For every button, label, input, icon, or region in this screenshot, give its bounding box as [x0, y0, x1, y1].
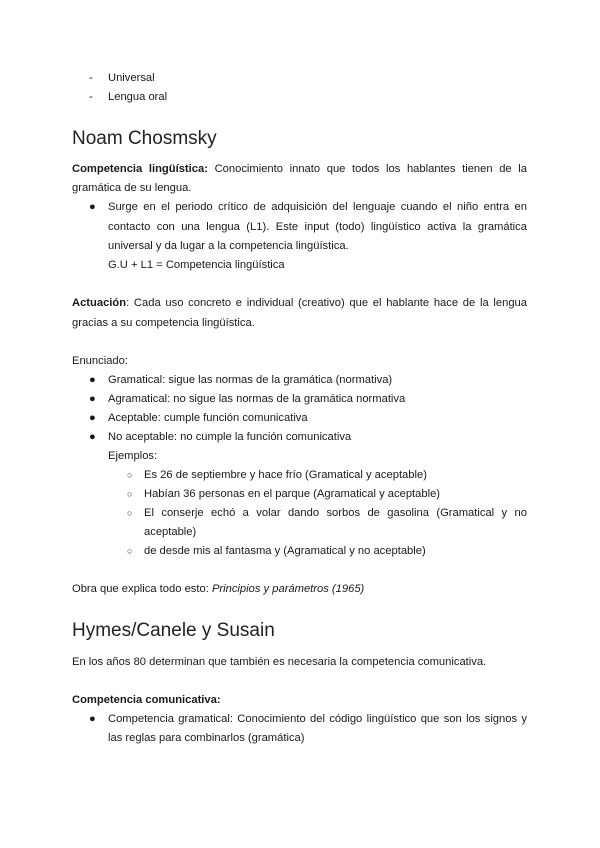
- list-item-continuation: aceptable): [144, 526, 197, 538]
- definition-text: Conocimiento innato que todos los hablantes tienen de la: [214, 163, 527, 175]
- list-item: Gramatical: sigue las normas de la gramática (normativa): [108, 374, 393, 386]
- obra-prefix: Obra que explica todo esto:: [72, 583, 212, 595]
- paragraph-line: Competencia gramatical: Conocimiento del código lingüístico que son los signos y: [108, 713, 527, 725]
- paragraph-line: las reglas para combinarlos (gramática): [108, 732, 305, 744]
- section-heading: Noam Chosmsky: [72, 128, 217, 149]
- formula-line: G.U + L1 = Competencia lingüística: [108, 259, 285, 271]
- term-label: Actuación: [72, 297, 127, 309]
- term-label: Competencia lingüística:: [72, 163, 208, 175]
- paragraph-line: gracias a su competencia lingüística.: [72, 317, 255, 329]
- paragraph-line: [72, 162, 527, 177]
- bullet-marker: ●: [89, 412, 96, 424]
- circle-marker: ○: [127, 489, 133, 499]
- paragraph-line: En los años 80 determinan que también es necesaria la competencia comunicativa.: [72, 656, 487, 668]
- bullet-marker: ●: [89, 431, 96, 443]
- bullet-marker: ●: [89, 374, 96, 386]
- list-item: Es 26 de septiembre y hace frío (Gramatical y aceptable): [144, 469, 427, 481]
- list-item: Lengua oral: [108, 91, 168, 103]
- ejemplos-label: Ejemplos:: [108, 450, 158, 462]
- paragraph-line: [72, 296, 527, 311]
- term-label: Competencia comunicativa:: [72, 694, 221, 706]
- paragraph-line: contacto con una lengua (L1). Este input (todo) lingüístico activa la gramática: [108, 221, 527, 233]
- paragraph-line: [72, 582, 364, 597]
- paragraph-line: gramática de su lengua.: [72, 182, 192, 194]
- list-item: Aceptable: cumple función comunicativa: [108, 412, 308, 424]
- bullet-marker: ●: [89, 201, 96, 213]
- paragraph-line: Surge en el periodo crítico de adquisición del lenguaje cuando el niño entra en: [108, 201, 527, 213]
- circle-marker: ○: [127, 546, 133, 556]
- section-heading: Hymes/Canele y Susain: [72, 620, 275, 641]
- list-item: de desde mis al fantasma y (Agramatical y no aceptable): [144, 545, 426, 557]
- circle-marker: ○: [127, 508, 133, 518]
- list-item: El conserje echó a volar dando sorbos de gasolina (Gramatical y no: [144, 507, 527, 519]
- obra-title: Principios y parámetros (1965): [211, 583, 365, 595]
- paragraph-line: universal y da lugar a la competencia lingüística.: [108, 240, 349, 252]
- definition-text: : Cada uso concreto e individual (creativo) que el hablante hace de la lengua: [126, 297, 527, 309]
- dash-marker: -: [89, 91, 93, 103]
- dash-marker: -: [89, 72, 93, 84]
- list-item: Agramatical: no sigue las normas de la gramática normativa: [108, 393, 406, 405]
- bullet-marker: ●: [89, 393, 96, 405]
- list-item: No aceptable: no cumple la función comunicativa: [108, 431, 352, 443]
- bullet-marker: ●: [89, 713, 96, 725]
- enunciado-label: Enunciado:: [72, 355, 128, 367]
- list-item: Universal: [108, 72, 155, 84]
- circle-marker: ○: [127, 470, 133, 480]
- list-item: Habían 36 personas en el parque (Agramatical y aceptable): [144, 488, 441, 500]
